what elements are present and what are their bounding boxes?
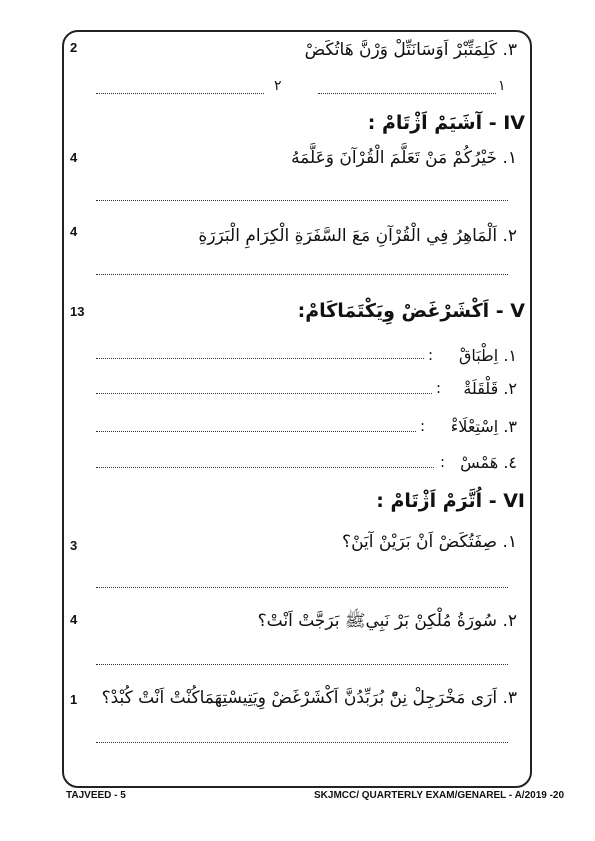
term-v-4: ٤. هَمْسْ	[460, 453, 517, 472]
question-vi-1: ١. صِفَتُكَضْ اَنْ بَرَيْنْ آيَنْ؟	[342, 532, 517, 552]
marks-iv-2: 4	[70, 224, 78, 239]
answer-line	[96, 587, 508, 588]
answer-line-v-2	[96, 393, 432, 394]
blank-number-1: ١	[498, 78, 506, 94]
marks-iv-1: 4	[70, 150, 78, 165]
page-border	[62, 30, 532, 788]
question-iv-2: ٢. اَلْمَاهِرُ فِي الْقُرْآنِ مَعَ السَّفَرَةِ الْكِرَامِ الْبَرَرَةِ	[198, 226, 517, 246]
term-v-1: ١. اِطْبَاقْ	[458, 346, 517, 365]
answer-line-v-3	[96, 431, 416, 432]
term-v-3: ٣. اِسْتِعْلَاءْ	[450, 417, 517, 436]
term-v-2: ٢. قَلْقَلَةْ	[463, 379, 517, 398]
answer-line-q3-prev-2	[96, 93, 264, 94]
section-heading-vi: VI - اُتَّرَمْ اَژْتَامْ :	[376, 490, 525, 512]
answer-line-q3-prev-1	[318, 93, 496, 94]
colon: :	[436, 379, 442, 397]
answer-line	[96, 742, 508, 743]
blank-number-2: ٢	[274, 78, 282, 94]
footer-exam-code: SKJMCC/ QUARTERLY EXAM/GENAREL - A/2019 -20	[314, 790, 565, 801]
colon: :	[440, 453, 446, 471]
answer-line-v-1	[96, 358, 424, 359]
question-vi-2: ٢. سُورَةُ مُلْكِنْ بَرْ نَبِيﷺ بَرَجَّتْ اَنْتْ؟	[257, 611, 517, 631]
marks-q3-prev: 2	[70, 40, 78, 55]
colon: :	[428, 346, 434, 364]
answer-line-v-4	[96, 467, 434, 468]
marks-vi-1: 3	[70, 538, 78, 553]
footer-subject: TAJVEED - 5	[66, 790, 126, 801]
answer-line	[96, 200, 508, 201]
question-vi-3: ٣. اَرَى مَخْرَجِلْ نِنّْ بُرَبِّدُنَّ اَكْشَرْغَضْ وِيَتِيسْتِهَمَاكُنْتْ اَنْتْ كُبْدْ؟	[101, 688, 517, 708]
section-heading-iv: IV - آشَيَمْ اَژْتَامْ :	[367, 112, 525, 134]
colon: :	[420, 417, 426, 435]
question-iv-1: ١. خَيْرُكُمْ مَنْ تَعَلَّمَ الْقُرْآنَ وَعَلَّمَهُ	[291, 148, 517, 168]
marks-vi-2: 4	[70, 612, 78, 627]
question-q3-prev: ٣. كَلِمَتِّبْرْ اَوَسَانَتِّلْ وَرْنَّ هَاتُكَضْ	[304, 40, 517, 60]
marks-vi-3: 1	[70, 692, 78, 707]
answer-line	[96, 664, 508, 665]
section-heading-v: V - اَكْشَرْغَضْ وِيَكْتَمَاكَامْ:	[297, 300, 525, 322]
answer-line	[96, 274, 508, 275]
marks-v: 13	[70, 304, 85, 319]
